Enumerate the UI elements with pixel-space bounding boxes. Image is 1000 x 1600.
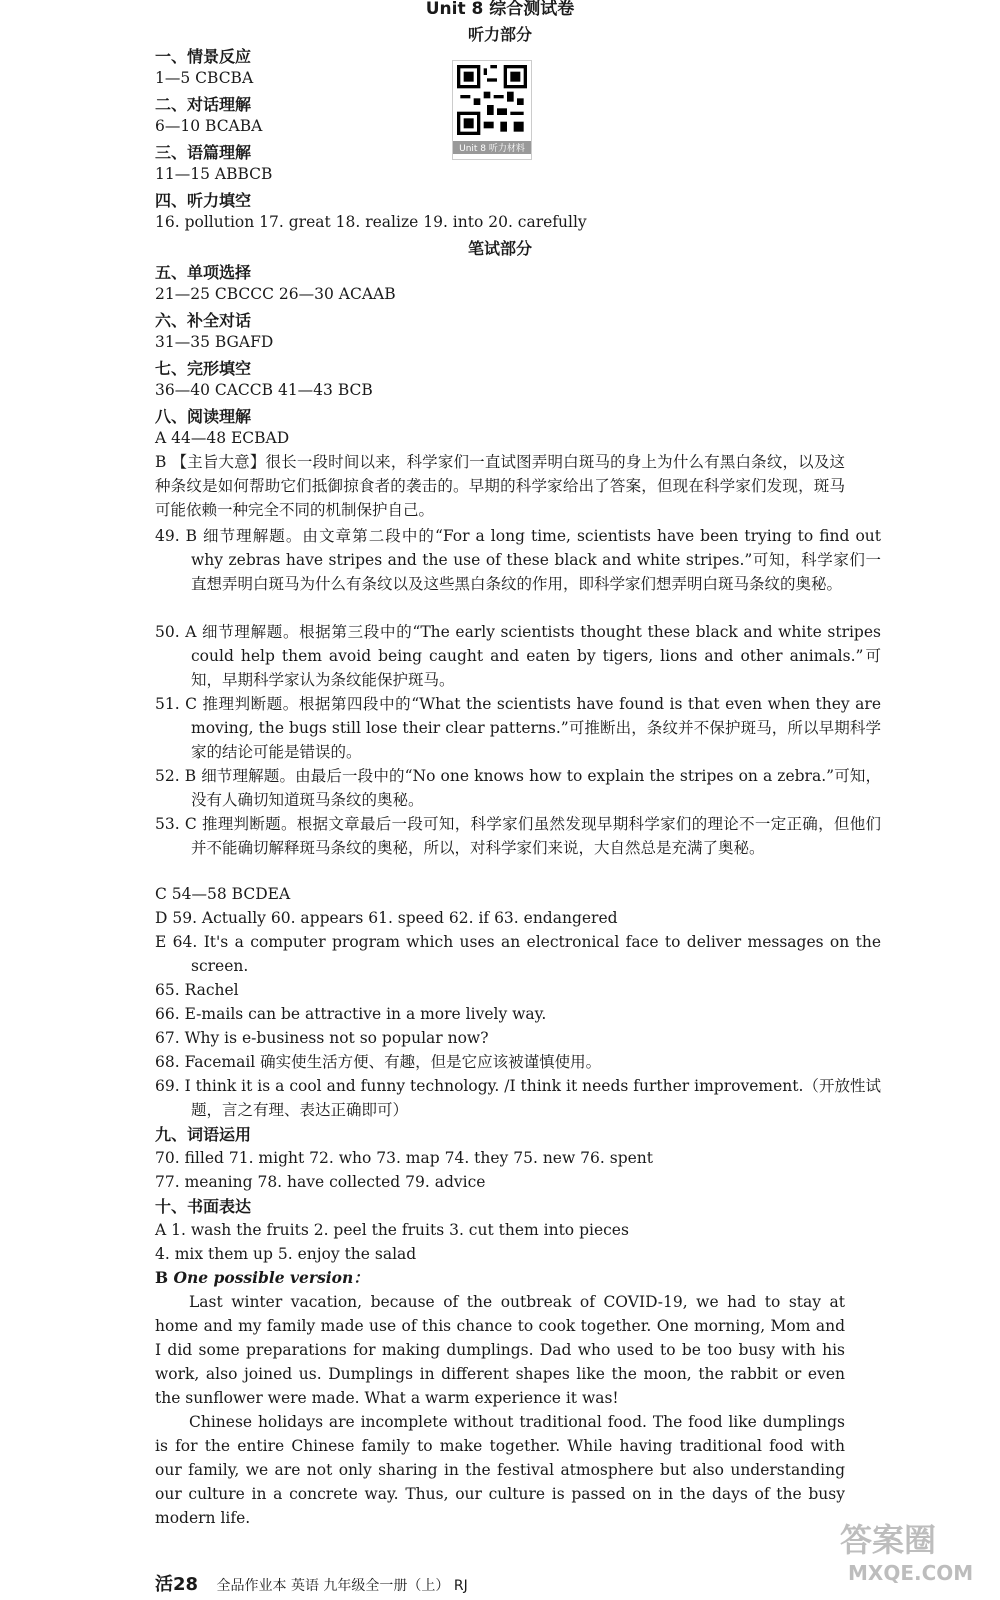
reading-d-answers: D 59. Actually 60. appears 61. speed 62. if 63. endangered (155, 909, 618, 927)
section-7-answers: 36—40 CACCB 41—43 BCB (155, 381, 373, 399)
section-6-heading: 六、补全对话 (155, 311, 252, 330)
answer-66: 66. E-mails can be attractive in a more lively way. (155, 1005, 547, 1023)
section-1-heading: 一、情景反应 (155, 47, 252, 66)
watermark-logo (820, 1515, 974, 1590)
essay-paragraph-2: Chinese holidays are incomplete without traditional food. The food like dumplings is for the entire Chinese family to make together. While having traditional food with our family, we are not only sharing in the festival atmosphere but also understanding our culture in a concrete way. Thus, our culture is passed on in the days of the busy modern life. (155, 1413, 845, 1527)
page-number: 活28 (155, 1574, 199, 1595)
answer-49: 49. B 细节理解题。由文章第二段中的“For a long time, scientists have been trying to find out why zebras have stripes and the use of these black and white stripes.”可知，科学家们一直想弄明白斑马为什么有条纹以及这些黑白条纹的作用，即科学家们想弄明白斑马条纹的奥秘。 (155, 527, 881, 593)
watermark-bottom: MXQE.COM (848, 1561, 974, 1585)
watermark-top: 答案圈 (840, 1521, 937, 1559)
answer-69: 69. I think it is a cool and funny technology. /I think it needs further improvement.（开放性试题，言之有理、表达正确即可） (155, 1077, 881, 1119)
answer-64: E 64. It's a computer program which uses an electronical face to deliver messages on the screen. (155, 933, 881, 975)
section-1-answers: 1—5 CBCBA (155, 69, 254, 87)
section-9-line-2: 77. meaning 78. have collected 79. advice (155, 1173, 486, 1191)
section-3-answers: 11—15 ABBCB (155, 165, 273, 183)
section-2-answers: 6—10 BCABA (155, 117, 263, 135)
reading-a-answers: A 44—48 ECBAD (155, 429, 290, 447)
answer-51: 51. C 推理判断题。根据第四段中的“What the scientists have found is that even when they are moving, the bugs still lose their clear patterns.”可推断出，条纹并不保护斑马，所以早期科学家的结论可能是错误的。 (155, 695, 881, 761)
reading-c-answers: C 54—58 BCDEA (155, 885, 291, 903)
listening-heading: 听力部分 (467, 25, 532, 44)
writing-b-label (155, 1266, 845, 1290)
qr-caption: Unit 8 听力材料 (453, 141, 531, 154)
section-3-heading: 三、语篇理解 (155, 143, 252, 162)
answer-53: 53. C 推理判断题。根据文章最后一段可知，科学家们虽然发现早期科学家们的理论不一定正确，但他们并不能确切解释斑马条纹的奥秘，所以，对科学家们来说，大自然总是充满了奥秘。 (155, 815, 881, 857)
section-4-heading: 四、听力填空 (155, 191, 252, 210)
reading-b-main-idea: B 【主旨大意】很长一段时间以来，科学家们一直试图弄明白斑马的身上为什么有黑白条纹，以及这种条纹是如何帮助它们抵御掠食者的袭击的。早期的科学家给出了答案，但现在科学家们发现，斑马可能依赖一种完全不同的机制保护自己。 (155, 453, 845, 519)
answer-52: 52. B 细节理解题。由最后一段中的“No one knows how to explain the stripes on a zebra.”可知，没有人确切知道斑马条纹的奥秘。 (155, 767, 881, 809)
section-5-heading: 五、单项选择 (155, 263, 252, 282)
writing-b-letter: B (155, 1268, 174, 1287)
writing-b-version: One possible version： (173, 1268, 369, 1287)
answer-68: 68. Facemail 确实使生活方便、有趣，但是它应该被谨慎使用。 (155, 1053, 602, 1071)
book-title: 全品作业本 英语 九年级全一册（上） RJ (216, 1578, 468, 1594)
section-5-answers: 21—25 CBCCC 26—30 ACAAB (155, 285, 396, 303)
section-6-answers: 31—35 BGAFD (155, 333, 274, 351)
answer-67: 67. Why is e-business not so popular now? (155, 1029, 489, 1047)
section-2-heading: 二、对话理解 (155, 95, 252, 114)
section-8-heading: 八、阅读理解 (155, 407, 252, 426)
section-7-heading: 七、完形填空 (155, 359, 252, 378)
written-heading: 笔试部分 (467, 239, 532, 258)
footer (155, 1570, 468, 1596)
writing-a-line-1: A 1. wash the fruits 2. peel the fruits 3. cut them into pieces (155, 1221, 629, 1239)
section-9-line-1: 70. filled 71. might 72. who 73. map 74. they 75. new 76. spent (155, 1149, 654, 1167)
answer-50: 50. A 细节理解题。根据第三段中的“The early scientists thought these black and white stripes could help them avoid being caught and eaten by tigers, lions and other animals.”可知，早期科学家认为条纹能保护斑马。 (155, 623, 881, 689)
essay-paragraph-1: Last winter vacation, because of the outbreak of COVID-19, we had to stay at home and my family made use of this chance to cook together. One morning, Mom and I did some preparations for making dumplings. Dad who used to be too busy with his work, also joined us. Dumplings in different shapes like the moon, the rabbit or even the sunflower were made. What a warm experience it was! (155, 1293, 845, 1407)
writing-a-line-2: 4. mix them up 5. enjoy the salad (155, 1245, 417, 1263)
page-title: Unit 8 综合测试卷 (425, 0, 575, 19)
answer-65: 65. Rachel (155, 981, 239, 999)
section-9-heading: 九、词语运用 (155, 1125, 252, 1144)
section-10-heading: 十、书面表达 (155, 1197, 252, 1216)
section-4-answers: 16. pollution 17. great 18. realize 19. into 20. carefully (155, 213, 587, 231)
